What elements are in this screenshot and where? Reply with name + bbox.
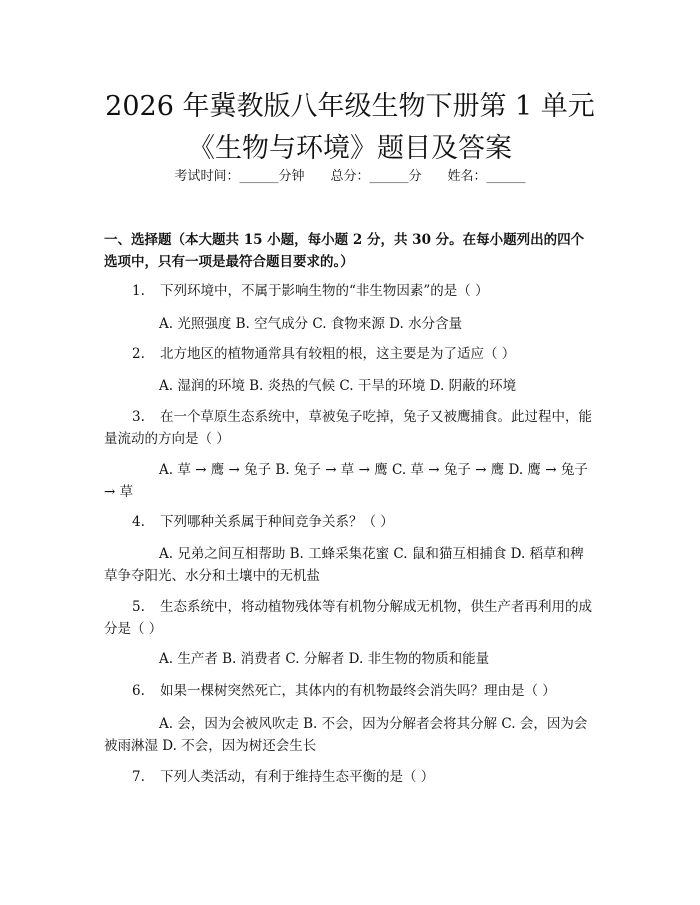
question-stem: 下列环境中，不属于影响生物的“非生物因素”的是（ ）: [160, 283, 489, 299]
question-3: [104, 406, 596, 450]
question-options: A. 兄弟之间互相帮助 B. 工蜂采集花蜜 C. 鼠和猫互相捕食 D. 稻草和稗草争夺阳光、水分和土壤中的无机盐: [104, 546, 584, 584]
question-options: A. 草 → 鹰 → 兔子 B. 兔子 → 草 → 鹰 C. 草 → 兔子 → 鹰 D. 鹰 → 兔子 → 草: [104, 462, 588, 500]
question-text: [104, 280, 596, 302]
question-7: [104, 766, 596, 788]
total-score-field: 总分：______分: [330, 169, 422, 184]
question-stem: 下列人类活动，有利于维持生态平衡的是（ ）: [160, 769, 435, 785]
question-5: [104, 596, 596, 640]
question-options: A. 生产者 B. 消费者 C. 分解者 D. 非生物的物质和能量: [159, 651, 490, 667]
question-1-options: [104, 313, 596, 335]
question-number: 3.: [132, 409, 145, 425]
question-4-options: [104, 543, 596, 587]
question-text: [104, 511, 596, 533]
question-2-options: [104, 375, 596, 397]
question-6-options: [104, 713, 596, 757]
question-5-options: [104, 648, 596, 670]
question-text: [104, 343, 596, 365]
question-stem: 下列哪种关系属于种间竞争关系？（ ）: [160, 514, 394, 530]
question-text: [104, 766, 596, 788]
question-stem: 生态系统中，将动植物残体等有机物分解成无机物，供生产者再利用的成分是（ ）: [104, 599, 592, 637]
exam-info-line: [0, 168, 700, 186]
question-number: 2.: [132, 346, 145, 362]
question-2: [104, 343, 596, 365]
question-3-options: [104, 459, 596, 503]
question-stem: 北方地区的植物通常具有较粗的根，这主要是为了适应（ ）: [160, 346, 516, 362]
question-text: [104, 406, 596, 450]
student-name-field: 姓名：______: [447, 169, 526, 184]
question-text: [104, 596, 596, 640]
question-options: A. 湿润的环境 B. 炎热的气候 C. 干旱的环境 D. 阴蔽的环境: [159, 378, 517, 394]
question-number: 4.: [132, 514, 145, 530]
question-options: A. 光照强度 B. 空气成分 C. 食物来源 D. 水分含量: [159, 316, 463, 332]
question-options: A. 会，因为会被风吹走 B. 不会，因为分解者会将其分解 C. 会，因为会被雨淋湿 D. 不会，因为树还会生长: [104, 716, 588, 754]
document-title: 2026 年冀教版八年级生物下册第 1 单元《生物与环境》题目及答案: [105, 91, 595, 164]
question-4: [104, 511, 596, 533]
question-1: [104, 280, 596, 302]
question-text: [104, 680, 596, 702]
question-number: 5.: [132, 599, 145, 615]
question-number: 6.: [132, 683, 145, 699]
question-number: 7.: [132, 769, 145, 785]
exam-time-field: 考试时间：______分钟: [174, 169, 305, 184]
question-stem: 在一个草原生态系统中，草被兔子吃掉，兔子又被鹰捕食。此过程中，能量流动的方向是（ ）: [104, 409, 592, 447]
question-6: [104, 680, 596, 702]
question-number: 1.: [132, 283, 145, 299]
question-stem: 如果一棵树突然死亡，其体内的有机物最终会消失吗？理由是（ ）: [160, 683, 556, 699]
section-heading: 一、选择题（本大题共 15 小题，每小题 2 分，共 30 分。在每小题列出的四个选项中，只有一项是最符合题目要求的。）: [104, 232, 585, 270]
